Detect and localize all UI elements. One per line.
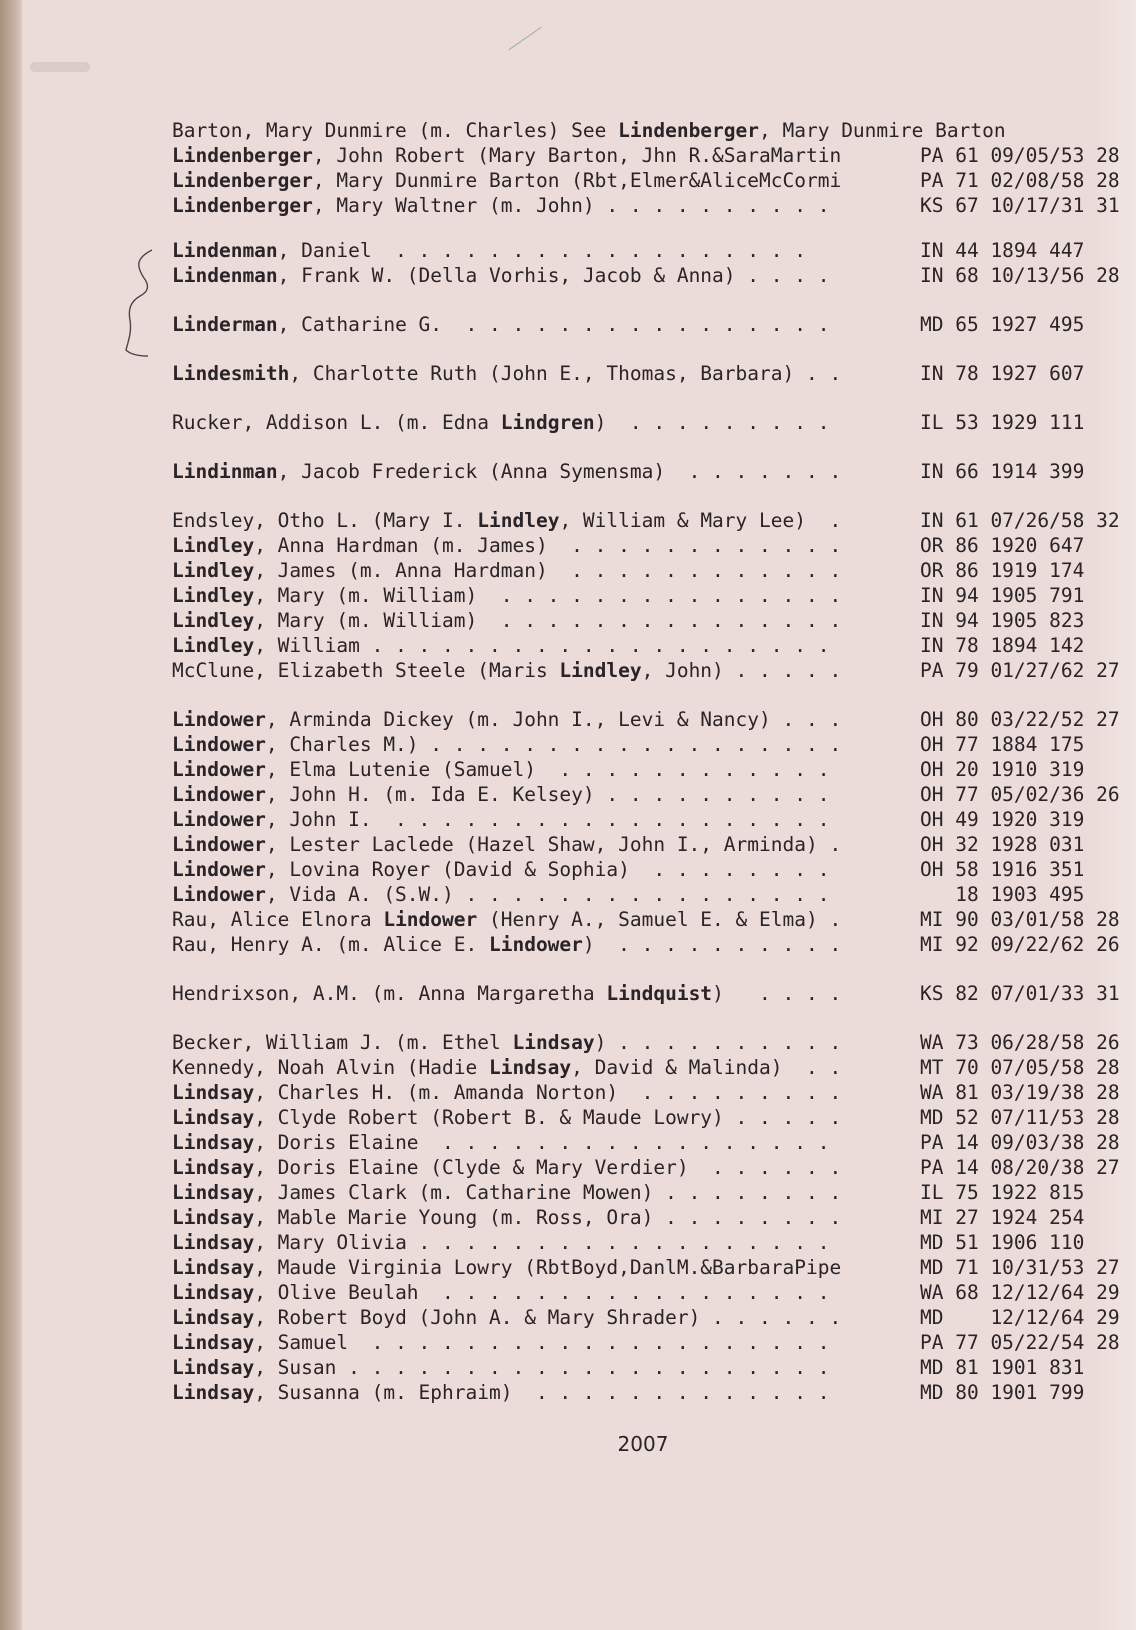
index-entry <box>172 633 1132 658</box>
entry-text-post: ) . . . . . . . . . <box>594 411 830 434</box>
entry-code: IN 44 1894 447 <box>920 239 1085 262</box>
entry-code: 18 1903 495 <box>920 883 1085 906</box>
entry-text-post: , Lovina Royer (David & Sophia) . . . . . . . . <box>265 858 830 881</box>
entry-surname: Lindsay <box>512 1031 595 1054</box>
entry-code: PA 77 05/22/54 28 <box>920 1331 1120 1354</box>
index-entry <box>172 410 1132 435</box>
entry-code: MI 90 03/01/58 28 <box>920 908 1120 931</box>
entry-text-post: (Henry A., Samuel E. & Elma) . <box>477 908 842 931</box>
entry-surname: Lindenman <box>172 239 278 262</box>
entry-code: IN 94 1905 823 <box>920 609 1085 632</box>
entry-text-post: , Doris Elaine . . . . . . . . . . . . . . . . . <box>254 1131 830 1154</box>
entry-surname: Lindinman <box>172 460 278 483</box>
entry-surname: Lindsay <box>172 1306 255 1329</box>
entry-text-post: , Mary (m. William) . . . . . . . . . . . . . . . <box>254 584 842 607</box>
entry-surname: Lindower <box>172 808 266 831</box>
entry-text-post: , Charles H. (m. Amanda Norton) . . . . . . . . . <box>254 1081 842 1104</box>
entry-surname: Lindenberger <box>172 169 313 192</box>
index-entries <box>172 118 1132 1405</box>
entry-code: OH 49 1920 319 <box>920 808 1085 831</box>
index-entry <box>172 1080 1132 1105</box>
entry-surname: Lindenberger <box>618 119 760 142</box>
entry-code: IL 75 1922 815 <box>920 1181 1085 1204</box>
index-entry <box>172 907 1132 932</box>
entry-surname: Lindsay <box>172 1106 255 1129</box>
entry-text-post: , David & Malinda) . . <box>571 1056 842 1079</box>
entry-text-post: , Catharine G. . . . . . . . . . . . . . . . . <box>277 313 830 336</box>
index-entry <box>172 238 1132 263</box>
entry-code: OH 32 1928 031 <box>920 833 1085 856</box>
index-entry <box>172 932 1132 957</box>
entry-code: IN 78 1894 142 <box>920 634 1085 657</box>
entry-text-pre: Rucker, Addison L. (m. Edna <box>172 411 501 434</box>
index-entry <box>172 1030 1132 1055</box>
entry-surname: Lindsay <box>488 1056 572 1079</box>
entry-surname: Lindsay <box>172 1331 255 1354</box>
entry-text-post: , Mary Dunmire Barton (Rbt,Elmer&AliceMcCormi <box>312 169 842 192</box>
entry-code: IN 66 1914 399 <box>920 460 1085 483</box>
index-entry <box>172 1155 1132 1180</box>
entry-text-post: , James Clark (m. Catharine Mowen) . . . . . . . . <box>254 1181 842 1204</box>
entry-text-post: , Mary Olivia . . . . . . . . . . . . . . . . . . <box>254 1231 830 1254</box>
index-entry <box>172 508 1132 533</box>
entry-code: MD 71 10/31/53 27 <box>920 1256 1120 1279</box>
entry-code: MT 70 07/05/58 28 <box>920 1056 1120 1079</box>
entry-code: WA 81 03/19/38 28 <box>920 1081 1120 1104</box>
entry-text-post: , Doris Elaine (Clyde & Mary Verdier) . . . . . . <box>254 1156 842 1179</box>
index-entry <box>172 857 1132 882</box>
index-entry <box>172 1130 1132 1155</box>
entry-text-post: , Charles M.) . . . . . . . . . . . . . . . . . . <box>265 733 842 756</box>
entry-surname: Lindsay <box>172 1156 255 1179</box>
entry-code: PA 79 01/27/62 27 <box>920 659 1120 682</box>
index-entry <box>172 732 1132 757</box>
entry-surname: Lindsay <box>172 1231 255 1254</box>
entry-code: MD 12/12/64 29 <box>920 1306 1120 1329</box>
entry-code: IN 94 1905 791 <box>920 584 1085 607</box>
index-entry <box>172 1330 1132 1355</box>
entry-code: IN 68 10/13/56 28 <box>920 264 1120 287</box>
index-entry <box>172 1305 1132 1330</box>
entry-code: MI 92 09/22/62 26 <box>920 933 1120 956</box>
index-entry <box>172 807 1132 832</box>
index-entry <box>172 1105 1132 1130</box>
entry-surname: Lindsay <box>172 1381 255 1404</box>
entry-surname: Lindower <box>172 783 266 806</box>
entry-code: MD 65 1927 495 <box>920 313 1085 336</box>
entry-text-post: , William & Mary Lee) . <box>559 509 842 532</box>
entry-text-post: , John H. (m. Ida E. Kelsey) . . . . . . . . . . <box>265 783 830 806</box>
index-entry <box>172 1280 1132 1305</box>
handwritten-bracket-icon <box>122 248 156 360</box>
entry-code: OH 20 1910 319 <box>920 758 1085 781</box>
entry-text-post: , Clyde Robert (Robert B. & Maude Lowry) . . . . . <box>254 1106 842 1129</box>
entry-surname: Lindower <box>172 708 266 731</box>
index-entry <box>172 658 1132 683</box>
index-entry <box>172 263 1132 288</box>
entry-text-post: , Elma Lutenie (Samuel) . . . . . . . . . . . . <box>265 758 830 781</box>
entry-surname: Linderman <box>172 313 278 336</box>
entry-surname: Lindsay <box>172 1256 255 1279</box>
entry-text-post: , John Robert (Mary Barton, Jhn R.&SaraMartin <box>312 144 842 167</box>
entry-text-post: , Olive Beulah . . . . . . . . . . . . . . . . . <box>254 1281 830 1304</box>
entry-text-post: , Vida A. (S.W.) . . . . . . . . . . . . . . . . <box>265 883 830 906</box>
entry-text-pre: McClune, Elizabeth Steele (Maris <box>172 659 560 682</box>
entry-code: OH 80 03/22/52 27 <box>920 708 1120 731</box>
entry-text-post: , Susanna (m. Ephraim) . . . . . . . . . . . . . <box>254 1381 830 1404</box>
index-entry <box>172 361 1132 386</box>
entry-text-post: , Jacob Frederick (Anna Symensma) . . . . . . . <box>277 460 842 483</box>
entry-surname: Lindsay <box>172 1181 255 1204</box>
entry-surname: Lindley <box>559 659 642 682</box>
entry-code: IL 53 1929 111 <box>920 411 1085 434</box>
entry-code: MD 51 1906 110 <box>920 1231 1085 1254</box>
index-entry <box>172 1205 1132 1230</box>
entry-code: MD 52 07/11/53 28 <box>920 1106 1120 1129</box>
entry-surname: Lindsay <box>172 1356 255 1379</box>
entry-surname: Lindley <box>172 609 255 632</box>
entry-code: PA 61 09/05/53 28 <box>920 144 1120 167</box>
entry-text-post: , Mable Marie Young (m. Ross, Ora) . . . . . . . . <box>254 1206 842 1229</box>
entry-text-post: , John) . . . . . <box>641 659 842 682</box>
index-entry <box>172 193 1132 218</box>
entry-surname: Lindsay <box>172 1081 255 1104</box>
index-entry <box>172 707 1132 732</box>
entry-surname: Lindesmith <box>172 362 290 385</box>
index-entry <box>172 558 1132 583</box>
entry-surname: Lindsay <box>172 1206 255 1229</box>
index-entry <box>172 583 1132 608</box>
entry-surname: Lindquist <box>606 982 713 1005</box>
entry-text-pre: Becker, William J. (m. Ethel <box>172 1031 513 1054</box>
entry-code: OR 86 1920 647 <box>920 534 1085 557</box>
entry-text-post: , Frank W. (Della Vorhis, Jacob & Anna) . . . . <box>277 264 830 287</box>
entry-text-post: , Arminda Dickey (m. John I., Levi & Nancy) . . . <box>265 708 842 731</box>
entry-text-pre: Hendrixson, A.M. (m. Anna Margaretha <box>172 982 607 1005</box>
entry-code: WA 73 06/28/58 26 <box>920 1031 1120 1054</box>
entry-code: OR 86 1919 174 <box>920 559 1085 582</box>
entry-surname: Lindley <box>172 559 255 582</box>
entry-text-post: ) . . . . . . . . . . <box>594 1031 842 1054</box>
entry-surname: Lindsay <box>172 1281 255 1304</box>
entry-surname: Lindenberger <box>172 194 313 217</box>
entry-text-post: , James (m. Anna Hardman) . . . . . . . . . . . . <box>254 559 842 582</box>
entry-text-pre: Kennedy, Noah Alvin (Hadie <box>172 1056 489 1079</box>
entry-surname: Lindgren <box>500 411 595 434</box>
entry-text-post: , Susan . . . . . . . . . . . . . . . . . . . . . <box>254 1356 830 1379</box>
entry-code: OH 58 1916 351 <box>920 858 1085 881</box>
pencil-mark <box>508 27 541 51</box>
entry-text-post: , Robert Boyd (John A. & Mary Shrader) . . . . . . <box>254 1306 842 1329</box>
entry-surname: Lindower <box>172 733 266 756</box>
entry-surname: Lindenman <box>172 264 278 287</box>
entry-text-post: , John I. . . . . . . . . . . . . . . . . . . . <box>265 808 830 831</box>
entry-code: OH 77 1884 175 <box>920 733 1085 756</box>
entry-code: MD 80 1901 799 <box>920 1381 1085 1404</box>
entry-code: OH 77 05/02/36 26 <box>920 783 1120 806</box>
entry-surname: Lindower <box>172 883 266 906</box>
entry-text-post: ) . . . . . . . . . . <box>582 933 842 956</box>
entry-surname: Lindley <box>172 634 255 657</box>
entry-surname: Lindenberger <box>172 144 313 167</box>
entry-text-post: ) . . . . <box>712 982 842 1005</box>
entry-text-pre: Barton, Mary Dunmire (m. Charles) See <box>172 119 619 142</box>
index-entry <box>172 1255 1132 1280</box>
entry-code: WA 68 12/12/64 29 <box>920 1281 1120 1304</box>
entry-text-pre: Rau, Alice Elnora <box>172 908 384 931</box>
index-entry <box>172 118 1132 143</box>
index-entry <box>172 312 1132 337</box>
index-entry <box>172 459 1132 484</box>
entry-text-post: , Mary (m. William) . . . . . . . . . . . . . . . <box>254 609 842 632</box>
entry-surname: Lindower <box>172 858 266 881</box>
entry-surname: Lindower <box>172 758 266 781</box>
entry-text-pre: Endsley, Otho L. (Mary I. <box>172 509 478 532</box>
entry-code: PA 14 09/03/38 28 <box>920 1131 1120 1154</box>
entry-surname: Lindower <box>172 833 266 856</box>
page-edge-left <box>0 0 22 1630</box>
index-entry <box>172 882 1132 907</box>
entry-code: KS 82 07/01/33 31 <box>920 982 1120 1005</box>
entry-text-post: , Anna Hardman (m. James) . . . . . . . . . . . . <box>254 534 842 557</box>
entry-code: KS 67 10/17/31 31 <box>920 194 1120 217</box>
entry-code: IN 78 1927 607 <box>920 362 1085 385</box>
entry-text-pre: Rau, Henry A. (m. Alice E. <box>172 933 489 956</box>
entry-code: PA 14 08/20/38 27 <box>920 1156 1120 1179</box>
index-entry <box>172 143 1132 168</box>
page-number: 2007 <box>617 1432 669 1456</box>
index-entry <box>172 757 1132 782</box>
entry-text-post: , Mary Dunmire Barton <box>759 119 1006 142</box>
entry-code: PA 71 02/08/58 28 <box>920 169 1120 192</box>
index-entry <box>172 981 1132 1006</box>
index-entry <box>172 782 1132 807</box>
entry-code: MI 27 1924 254 <box>920 1206 1085 1229</box>
entry-surname: Lindley <box>477 509 560 532</box>
entry-surname: Lindsay <box>172 1131 255 1154</box>
entry-surname: Lindley <box>172 534 255 557</box>
index-entry <box>172 1355 1132 1380</box>
entry-surname: Lindley <box>172 584 255 607</box>
entry-text-post: , Mary Waltner (m. John) . . . . . . . . . . <box>312 194 830 217</box>
entry-text-post: , Samuel . . . . . . . . . . . . . . . . . . . . <box>254 1331 830 1354</box>
entry-surname: Lindower <box>488 933 583 956</box>
index-entry <box>172 1180 1132 1205</box>
index-entry <box>172 832 1132 857</box>
index-entry <box>172 1230 1132 1255</box>
index-entry <box>172 1380 1132 1405</box>
index-entry <box>172 168 1132 193</box>
entry-text-post: , William . . . . . . . . . . . . . . . . . . . . <box>254 634 830 657</box>
entry-text-post: , Daniel . . . . . . . . . . . . . . . . . . <box>277 239 806 262</box>
entry-code: MD 81 1901 831 <box>920 1356 1085 1379</box>
entry-text-post: , Charlotte Ruth (John E., Thomas, Barbara) . . <box>289 362 842 385</box>
index-entry <box>172 533 1132 558</box>
entry-surname: Lindower <box>383 908 478 931</box>
entry-text-post: , Maude Virginia Lowry (RbtBoyd,DanlM.&BarbaraPipe <box>254 1256 842 1279</box>
entry-code: IN 61 07/26/58 32 <box>920 509 1120 532</box>
entry-text-post: , Lester Laclede (Hazel Shaw, John I., Arminda) . <box>265 833 842 856</box>
index-entry <box>172 608 1132 633</box>
index-entry <box>172 1055 1132 1080</box>
smudge-mark <box>30 62 90 72</box>
